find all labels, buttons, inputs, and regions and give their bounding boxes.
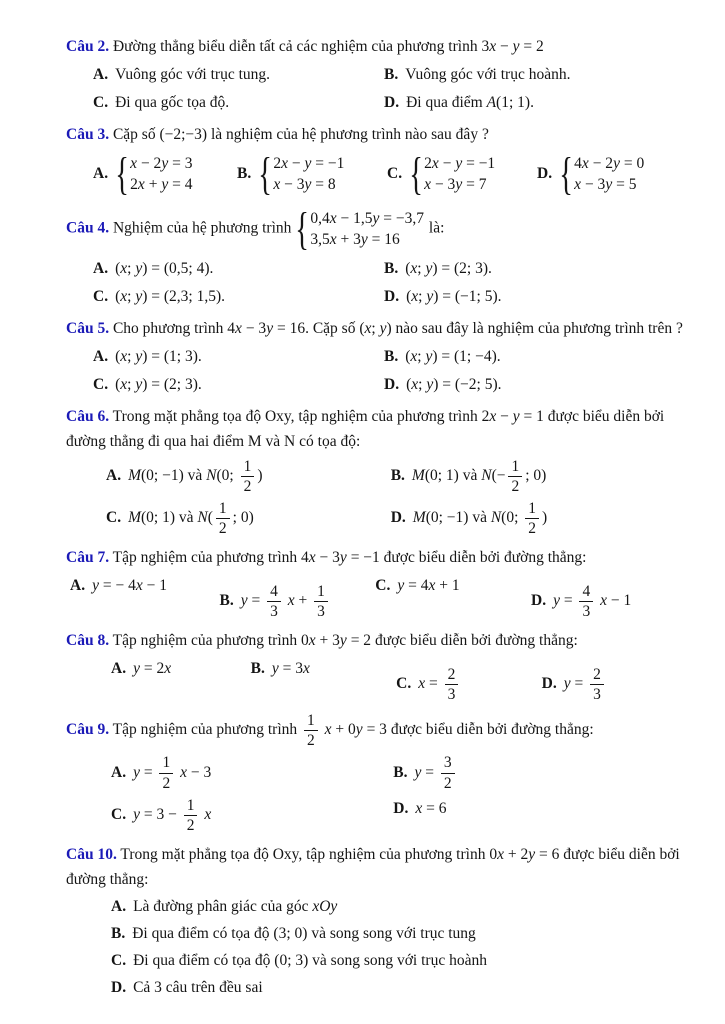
math-expression: (x; y) = (0,5; 4). <box>115 260 214 277</box>
math-expression: M(0; 1) <box>411 467 459 485</box>
text-run: là nghiệm của hệ phương trình nào sau đây ? <box>207 126 489 143</box>
option-body <box>559 148 645 199</box>
fraction-denominator: 2 <box>218 520 227 538</box>
option-D <box>531 582 693 621</box>
options-group <box>66 655 693 706</box>
equation-system <box>295 203 425 254</box>
option-body <box>414 754 457 792</box>
text-run: được biểu diễn bởi đường thẳng: <box>386 721 594 739</box>
text-run: Vuông góc với trục tung. <box>115 66 271 83</box>
option-body <box>415 800 446 817</box>
system-equation: 4x − 2y = 0 <box>574 155 645 172</box>
system-equations <box>424 153 495 195</box>
math-expression: ; 0) <box>525 467 547 485</box>
text-run: và <box>175 509 198 527</box>
system-brace-glyph: { <box>559 148 573 199</box>
fraction-numerator: 1 <box>241 458 255 477</box>
fraction-numerator: 1 <box>304 712 318 731</box>
option-body <box>405 260 492 277</box>
fraction <box>304 712 318 749</box>
option-body <box>418 666 461 704</box>
question-stem <box>66 316 693 341</box>
fraction-numerator: 4 <box>579 583 593 602</box>
option-body <box>406 376 501 393</box>
option-body <box>133 796 212 834</box>
question-cau-3 <box>66 122 693 200</box>
option-key: D. <box>393 799 409 817</box>
question-label: Câu 3. <box>66 126 110 143</box>
fraction-numerator: 1 <box>525 500 539 519</box>
math-expression: x <box>204 805 212 823</box>
fraction <box>184 797 198 834</box>
fraction-denominator: 3 <box>317 603 325 621</box>
text-run: . Cặp số <box>305 320 360 337</box>
option-body <box>133 754 212 792</box>
text-run: Tập nghiệm của phương trình <box>109 721 302 739</box>
text-run: Đi qua gốc tọa độ. <box>115 94 230 111</box>
text-run: được biểu diễn bởi đường thẳng đi qua hai điểm M và N có tọa độ: <box>66 408 665 450</box>
math-expression: y = <box>563 675 588 693</box>
text-run: Tập nghiệm của phương trình <box>109 632 302 650</box>
option-key: A. <box>70 577 86 595</box>
question-label: Câu 2. <box>66 38 110 55</box>
system-equations <box>574 153 644 195</box>
fraction-denominator: 3 <box>582 603 591 621</box>
text-run: . <box>530 94 534 111</box>
system-equation: x − 2y = 3 <box>130 155 193 172</box>
fraction-numerator: 3 <box>441 754 455 773</box>
fraction <box>159 754 173 791</box>
option-body <box>406 94 534 111</box>
option-body <box>128 500 254 538</box>
text-run: Cho phương trình <box>109 320 228 337</box>
system-equation: 2x − y = −1 <box>424 155 496 172</box>
math-expression: M(0; 1) <box>128 509 176 527</box>
fraction-denominator: 2 <box>186 816 195 834</box>
system-equation: x − 3y = 8 <box>273 176 336 193</box>
math-expression: y = 2x <box>133 660 172 678</box>
option-key: D. <box>390 509 406 527</box>
math-expression: (x; y) = (2,3; 1,5). <box>115 288 226 305</box>
option-key: D. <box>384 376 400 393</box>
options-group <box>66 456 693 540</box>
math-expression: y = 3x <box>271 660 310 678</box>
option-key: C. <box>93 94 109 111</box>
option-key: D. <box>537 164 553 182</box>
options-group <box>66 255 693 311</box>
text-run: Đi qua điểm có tọa độ <box>133 951 275 969</box>
option-body <box>115 348 202 365</box>
option-body <box>409 148 496 199</box>
math-expression: y = 4x + 1 <box>397 577 460 595</box>
equation-system <box>258 148 345 199</box>
math-expression: M(0; −1) <box>412 509 469 527</box>
text-run: Đi qua điểm có tọa độ <box>132 924 274 942</box>
question-cau-7 <box>66 545 693 623</box>
text-run: Đường thẳng biểu diễn tất cả các nghiệm của phương trình <box>109 38 482 55</box>
math-expression: (x; y) = (1; −4). <box>405 348 501 365</box>
option-body <box>115 148 193 199</box>
math-expression: ; 0) <box>232 509 254 527</box>
math-expression: x + <box>287 592 312 610</box>
system-equation: x − 3y = 7 <box>424 176 487 193</box>
math-expression: y = <box>240 592 265 610</box>
text-run: được biểu diễn bởi đường thẳng: <box>379 549 587 567</box>
option-key: A. <box>93 348 109 365</box>
math-expression: N(0; <box>206 467 238 485</box>
question-stem <box>66 842 693 892</box>
question-stem <box>66 545 693 570</box>
question-stem <box>66 628 693 653</box>
text-run: và <box>458 467 482 485</box>
system-equations <box>310 208 424 250</box>
options-group <box>66 572 693 623</box>
math-expression: (x; y) = (2; 3). <box>115 376 202 393</box>
fraction-denominator: 3 <box>447 686 456 704</box>
question-label: Câu 8. <box>66 632 110 650</box>
text-run: Là đường phân giác của góc <box>133 897 313 915</box>
text-run: Cả 3 câu trên đều sai <box>133 978 263 996</box>
question-cau-6 <box>66 404 693 540</box>
option-body <box>132 925 476 942</box>
option-body <box>258 148 345 199</box>
option-body <box>397 577 459 594</box>
math-expression: (x; y) = (1; 3). <box>115 348 202 365</box>
option-C <box>375 573 531 621</box>
question-label: Câu 7. <box>66 549 110 567</box>
option-body <box>405 66 570 83</box>
option-key: C. <box>93 376 109 393</box>
option-A <box>93 256 384 281</box>
option-key: B. <box>384 66 399 83</box>
system-brace-glyph: { <box>295 203 310 254</box>
option-key: B. <box>250 660 265 678</box>
option-body <box>115 288 225 305</box>
system-equation: 2x − y = −1 <box>273 155 345 172</box>
question-stem <box>66 34 693 59</box>
math-expression: M(0; −1) <box>128 467 184 485</box>
text-run: được biểu diễn bởi đường thẳng: <box>66 845 680 888</box>
fraction <box>441 754 455 791</box>
fraction-denominator: 2 <box>243 478 252 496</box>
math-expression: 4x − 3y = 16 <box>227 320 306 337</box>
question-cau-4 <box>66 205 693 311</box>
option-body <box>553 583 632 621</box>
option-body <box>272 660 310 677</box>
text-run: Vuông góc với trục hoành. <box>405 66 571 83</box>
question-label: Câu 4. <box>66 219 110 237</box>
math-expression: 3x − y = 2 <box>481 38 544 55</box>
option-body <box>405 348 500 365</box>
option-A <box>111 656 251 704</box>
option-A <box>93 344 384 369</box>
math-expression: y = <box>133 763 157 781</box>
math-expression: y = <box>414 763 438 781</box>
fraction-numerator: 1 <box>508 458 522 477</box>
math-expression: x + 0y = 3 <box>324 721 387 739</box>
math-expression: x − 3 <box>180 763 212 781</box>
text-run: và <box>183 467 207 485</box>
question-stem <box>66 205 693 253</box>
options-group <box>66 343 693 399</box>
options-group <box>66 61 693 117</box>
option-D <box>393 796 693 835</box>
text-run: nào sau đây là nghiệm của phương trình trên ? <box>391 320 683 337</box>
option-B <box>384 256 693 281</box>
option-body <box>115 260 213 277</box>
fraction-numerator: 1 <box>184 797 198 816</box>
math-expression: y = <box>553 592 577 610</box>
option-body <box>115 376 202 393</box>
option-D <box>391 499 693 538</box>
option-C <box>93 90 384 115</box>
option-C <box>111 948 693 973</box>
text-run: Trong mặt phẳng tọa độ Oxy, tập nghiệm của phương trình <box>116 845 490 863</box>
question-label: Câu 10. <box>66 845 117 863</box>
text-run: Cặp số <box>109 126 160 143</box>
option-key: A. <box>93 66 109 83</box>
option-key: C. <box>396 675 412 693</box>
option-body <box>563 666 607 704</box>
system-brace-glyph: { <box>115 148 129 199</box>
equation-system <box>115 148 193 199</box>
option-key: D. <box>531 592 547 610</box>
option-C <box>396 665 542 704</box>
fraction <box>314 583 328 620</box>
option-C <box>106 499 391 538</box>
question-cau-9 <box>66 711 693 836</box>
option-D <box>384 372 693 397</box>
system-equation: 2x + y = 4 <box>130 176 193 193</box>
text-run: là: <box>425 219 445 237</box>
equation-system <box>409 148 496 199</box>
question-label: Câu 9. <box>66 721 110 739</box>
math-expression: 0x + 2y = 6 <box>489 845 560 863</box>
option-key: B. <box>390 467 405 485</box>
option-key: C. <box>111 951 127 969</box>
math-expression: (x; y) = (−2; 5). <box>406 376 502 393</box>
math-expression: x − 1 <box>600 592 632 610</box>
question-cau-8 <box>66 628 693 706</box>
option-key: A. <box>111 897 127 915</box>
option-B <box>111 921 693 946</box>
option-key: A. <box>111 763 127 781</box>
option-D <box>537 150 693 198</box>
question-stem <box>66 404 693 454</box>
fraction-denominator: 2 <box>528 520 537 538</box>
fraction <box>241 458 255 495</box>
math-expression: y = 3 − <box>133 805 181 823</box>
fraction <box>508 458 522 495</box>
system-equation: x − 3y = 5 <box>574 176 637 193</box>
option-key: C. <box>106 509 122 527</box>
option-B <box>384 62 693 87</box>
question-cau-2 <box>66 34 693 117</box>
option-C <box>387 150 537 198</box>
system-brace-glyph: { <box>409 148 423 199</box>
math-expression: (x; y) = (−1; 5). <box>406 288 502 305</box>
math-expression: N(− <box>481 467 506 485</box>
option-key: B. <box>393 763 408 781</box>
options-group <box>66 149 693 200</box>
math-expression: 4x − 3y = −1 <box>301 549 380 567</box>
option-A <box>93 150 237 198</box>
option-body <box>133 898 337 915</box>
option-C <box>111 796 393 835</box>
fraction-numerator: 2 <box>590 666 604 685</box>
option-D <box>384 90 693 115</box>
fraction <box>579 583 593 620</box>
math-expression: 2x − y = 1 <box>481 408 544 425</box>
option-body <box>411 458 547 496</box>
option-B <box>237 150 387 198</box>
option-body <box>412 500 548 538</box>
text-run: được biểu diễn bởi đường thẳng: <box>371 632 578 650</box>
fraction <box>267 583 281 620</box>
math-expression: N(0; <box>490 509 523 527</box>
option-body <box>128 458 263 496</box>
fraction-numerator: 2 <box>445 666 459 685</box>
fraction <box>590 666 604 703</box>
option-key: D. <box>541 675 557 693</box>
text-run: và song song với trục hoành <box>308 951 487 969</box>
text-run: Trong mặt phẳng tọa độ Oxy, tập nghiệm của phương trình <box>109 408 482 425</box>
fraction <box>216 500 230 537</box>
system-equations <box>273 153 344 195</box>
option-body <box>406 288 501 305</box>
option-C <box>93 372 384 397</box>
option-key: C. <box>111 805 127 823</box>
fraction-numerator: 1 <box>314 583 328 602</box>
option-D <box>111 975 693 1000</box>
option-A <box>111 894 693 919</box>
math-expression: ) <box>542 509 548 527</box>
option-A <box>106 457 391 496</box>
option-key: C. <box>375 577 391 595</box>
question-cau-10 <box>66 842 693 1000</box>
equation-system <box>559 148 645 199</box>
text-run: Tập nghiệm của phương trình <box>109 549 302 567</box>
math-expression: (x; y) = (2; 3). <box>405 260 492 277</box>
system-equation: 3,5x + 3y = 16 <box>310 231 400 248</box>
text-run: và song song với trục tung <box>307 924 476 942</box>
option-body <box>240 583 331 621</box>
fraction-denominator: 2 <box>162 774 171 792</box>
math-expression: (0; 3) <box>274 951 309 969</box>
system-equations <box>130 153 192 195</box>
option-A <box>93 62 384 87</box>
option-B <box>384 344 693 369</box>
option-key: C. <box>387 164 403 182</box>
math-expression: ) <box>257 467 263 485</box>
option-C <box>93 284 384 309</box>
fraction-denominator: 2 <box>307 732 315 750</box>
math-expression: (x; y) <box>359 320 392 337</box>
option-body <box>133 660 171 677</box>
options-group <box>66 752 693 836</box>
question-label: Câu 5. <box>66 320 110 337</box>
math-expression: xOy <box>312 897 338 915</box>
question-cau-5 <box>66 316 693 399</box>
math-expression: 0x + 3y = 2 <box>301 632 372 650</box>
option-key: D. <box>384 94 400 111</box>
option-key: B. <box>219 592 234 610</box>
option-body <box>92 577 167 594</box>
option-key: A. <box>106 467 122 485</box>
math-expression: x = <box>418 675 442 693</box>
option-key: A. <box>93 164 109 182</box>
question-label: Câu 6. <box>66 408 110 425</box>
math-expression: x = 6 <box>415 799 447 817</box>
math-expression: N( <box>197 509 213 527</box>
text-run: và <box>468 509 491 527</box>
option-key: B. <box>237 164 252 182</box>
question-stem <box>66 122 693 147</box>
option-B <box>251 656 397 704</box>
fraction <box>525 500 539 537</box>
fraction-denominator: 3 <box>270 603 278 621</box>
option-B <box>393 753 693 792</box>
option-body <box>115 66 270 83</box>
option-A <box>70 573 220 621</box>
fraction-numerator: 1 <box>159 754 173 773</box>
option-body <box>133 979 263 996</box>
math-expression: y = − 4x − 1 <box>92 577 167 595</box>
fraction-numerator: 4 <box>267 583 281 602</box>
math-expression: (3; 0) <box>273 924 308 942</box>
option-D <box>384 284 693 309</box>
option-B <box>220 582 376 621</box>
question-stem <box>66 711 693 750</box>
system-brace-glyph: { <box>258 148 273 199</box>
fraction-denominator: 2 <box>511 478 520 496</box>
math-expression: A(1; 1) <box>486 94 531 111</box>
option-key: A. <box>93 260 109 277</box>
text-run: Đi qua điểm <box>406 94 487 111</box>
option-B <box>391 457 693 496</box>
option-key: B. <box>384 348 399 365</box>
option-D <box>542 665 693 704</box>
option-key: B. <box>384 260 399 277</box>
option-A <box>111 753 393 792</box>
option-body <box>133 952 487 969</box>
fraction-denominator: 2 <box>443 774 452 792</box>
option-key: D. <box>384 288 400 305</box>
fraction-denominator: 3 <box>593 686 601 704</box>
fraction <box>445 666 459 703</box>
option-body <box>115 94 229 111</box>
text-run: Nghiệm của hệ phương trình <box>109 219 296 237</box>
system-equation: 0,4x − 1,5y = −3,7 <box>310 210 425 227</box>
options-group <box>66 894 693 1000</box>
option-key: C. <box>93 288 109 305</box>
option-key: B. <box>111 924 126 942</box>
option-key: A. <box>111 660 127 678</box>
fraction-numerator: 1 <box>216 500 230 519</box>
option-key: D. <box>111 978 127 996</box>
math-expression: (−2;−3) <box>159 126 208 143</box>
